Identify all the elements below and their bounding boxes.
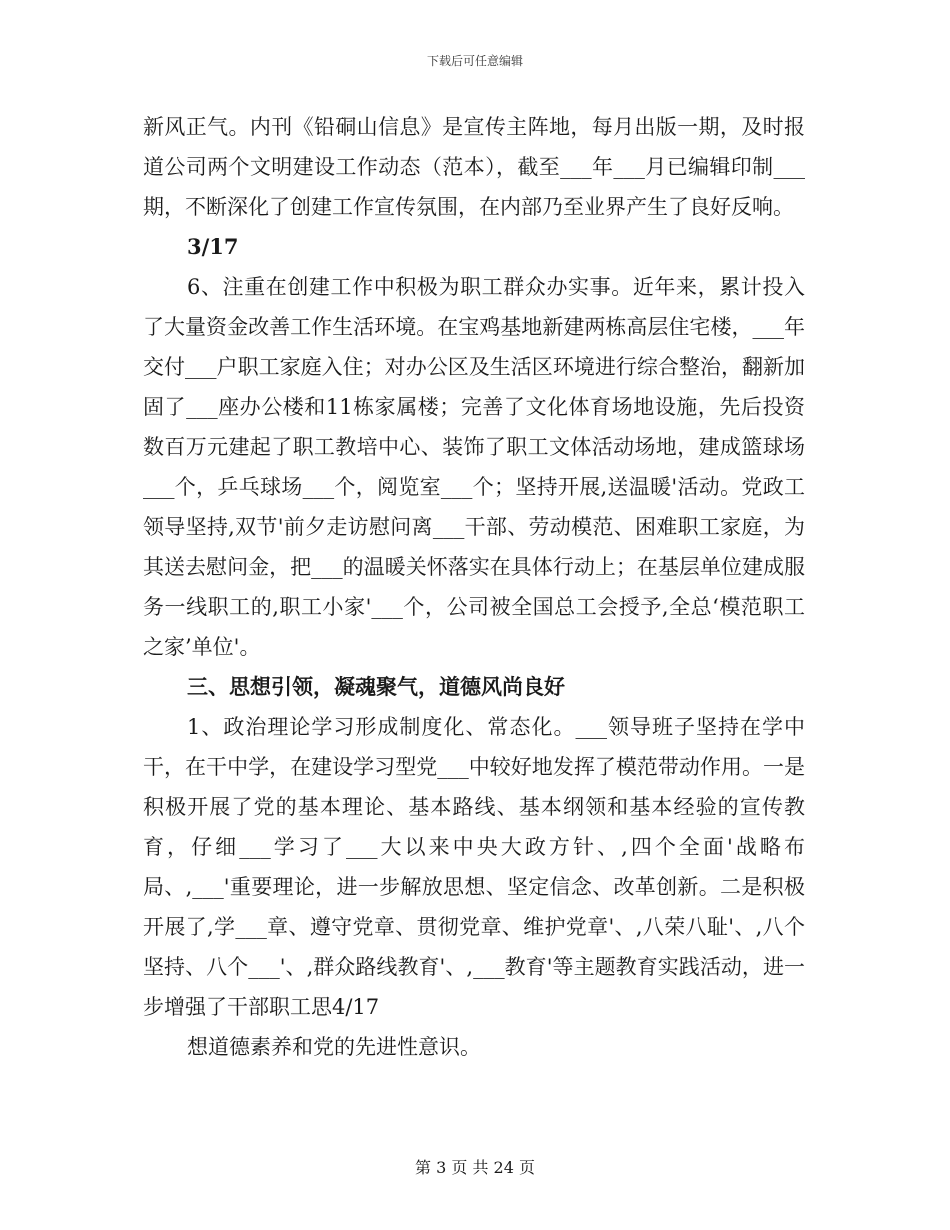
paragraph-continuation: 新风正气。内刊《铅硐山信息》是宣传主阵地，每月出版一期，及时报道公司两个文明建设工作动态（范本），截至___年___月已编辑印制___期，不断深化了创建工作宣传氛围，在内部乃至业界产生了良好反响。 [143,115,805,219]
paragraph-item-6: 6、注重在创建工作中积极为职工群众办实事。近年来，累计投入了大量资金改善工作生活环境。在宝鸡基地新建两栋高层住宅楼，___年交付___户职工家庭入住；对办公区及生活区环境进行综合整治，翻新加固了___座办公楼和11栋家属楼；完善了文化体育场地设施，先后投资数百万元建起了职工教培中心、装饰了职工文体活动场地，建成篮球场___个，乒乓球场___个，阅览室___个；坚持开展,送温暖'活动。党政工领导坚持,双节'前夕走访慰问离___干部、劳动模范、困难职工家庭，为其送去慰问金，把___的温暖关怀落实在具体行动上；在基层单位建成服务一线职工的,职工小家'___个，公司被全国总工会授予,全总‘模范职工之家’单位'。 [143,275,805,659]
paragraph-closing: 想道德素养和党的先进性意识。 [187,1035,481,1059]
page-header-note: 下载后可任意编辑 [426,54,523,68]
document-body [143,107,805,1067]
section-heading: 三、思想引领，凝魂聚气，道德风尚良好 [187,674,565,699]
paragraph-item-1: 1、政治理论学习形成制度化、常态化。___领导班子坚持在学中干，在干中学，在建设学习型党___中较好地发挥了模范带动作用。一是积极开展了党的基本理论、基本路线、基本纲领和基本经验的宣传教育，仔细___学习了___大以来中央大政方针、,四个全面'战略布局、,___'重要理论，进一步解放思想、坚定信念、改革创新。二是积极开展了,学___章、遵守党章、贯彻党章、维护党章'、,八荣八耻'、,八个坚持、八个___'、,群众路线教育'、,___教育'等主题教育实践活动，进一步增强了干部职工思4/17 [143,715,805,1019]
page-footer-number: 第 3 页 共 24 页 [415,1158,535,1177]
inline-page-marker: 3/17 [187,234,239,259]
